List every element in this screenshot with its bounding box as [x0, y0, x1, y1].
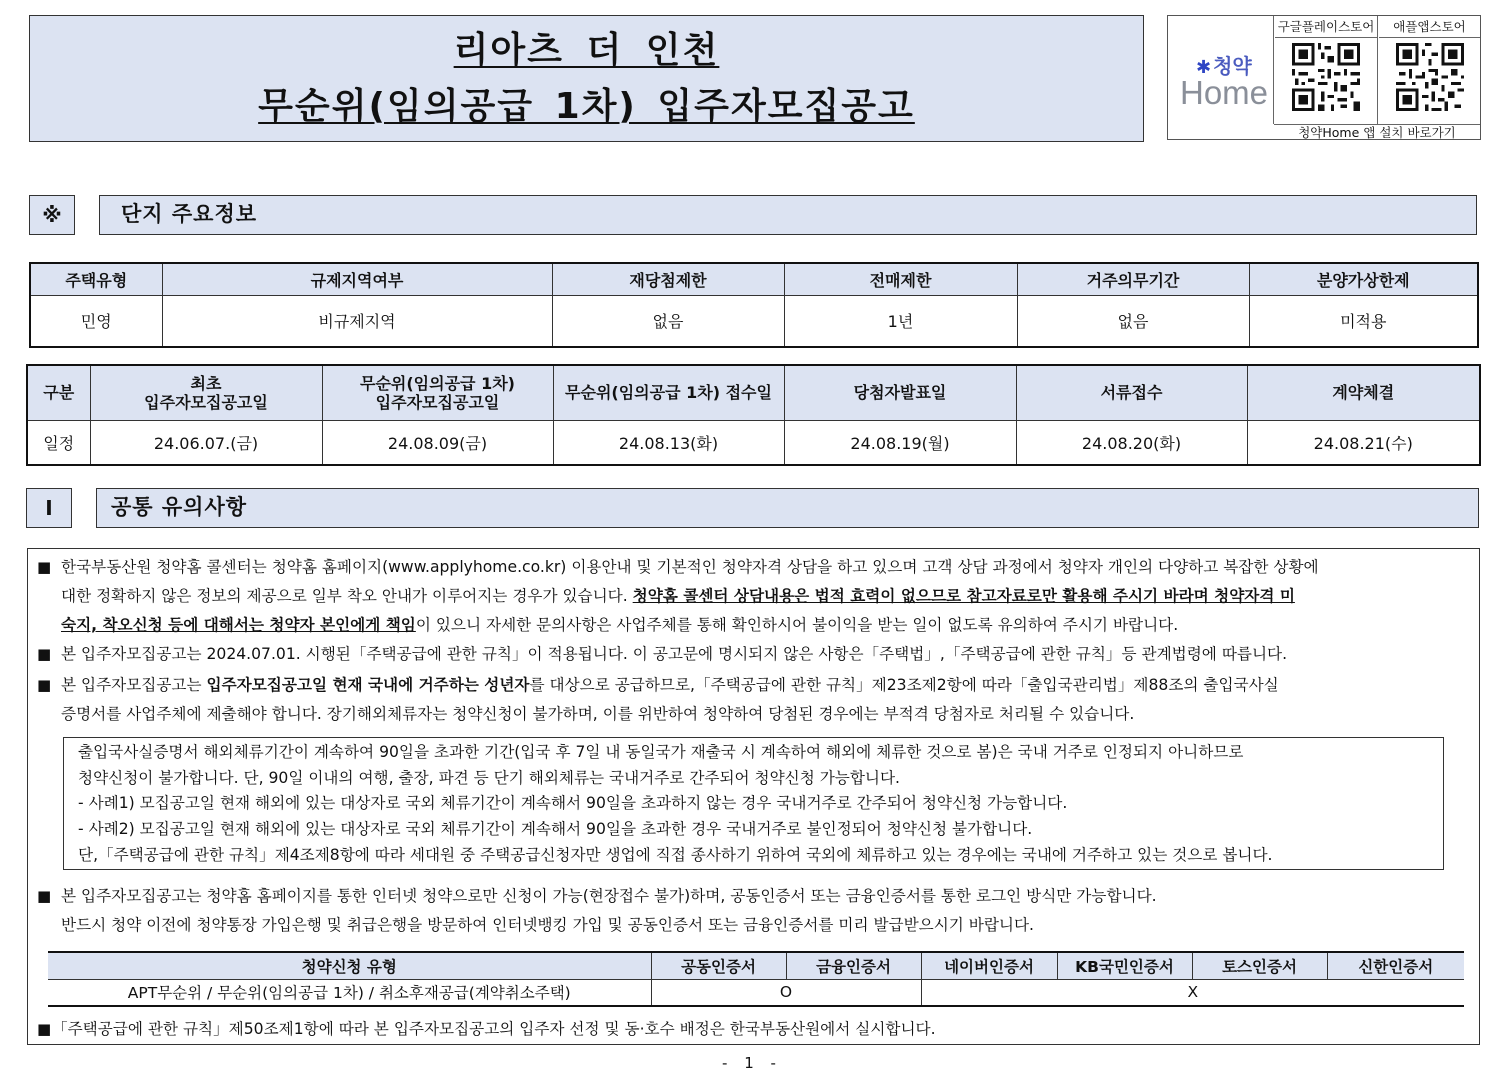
bullet-icon: ■: [37, 558, 52, 576]
header-kb-cert: KB국민인증서: [1057, 952, 1192, 979]
notice-line: 「주택공급에 관한 규칙」제50조제1항에 따라 본 입주자모집공고의 입주자 선정 및 동·호수 배정은 한국부동산원에서 실시합니다.: [52, 1020, 936, 1038]
header-joint-cert: 공동인증서: [651, 952, 786, 979]
table-header-row: [30, 263, 1478, 295]
bullet-icon: ■: [37, 1020, 52, 1038]
notice-line: 증명서를 사업주체에 제출해야 합니다. 장기해외체류자는 청약신청이 불가하며, 이를 위반하여 청약하여 당첨된 경우에는 부적격 당첨자로 처리될 수 있습니다.: [61, 705, 1135, 723]
complex-info-table: [29, 262, 1479, 348]
header-document-submission: 서류접수: [1016, 365, 1247, 420]
star-icon: ✱: [1196, 57, 1212, 78]
cell-application-type: APT무순위 / 무순위(임의공급 1차) / 취소후재공급(계약취소주택): [48, 979, 651, 1006]
section-title-common: 공통 유의사항: [96, 488, 1479, 528]
header-first-notice-date: 최초 입주자모집공고일: [90, 365, 322, 420]
logo-text-home: Home: [1180, 74, 1269, 111]
notice-emphasis: 청약홈 콜센터 상담내용은 법적 효력이 없으므로 참고자료로만 활용해 주시기 바라며 청약자격 미: [632, 587, 1295, 605]
table-header-row: [27, 365, 1480, 420]
cell-application-date: 24.08.13(화): [553, 420, 784, 465]
table-row: [48, 979, 1464, 1006]
bullet-icon: ■: [37, 645, 52, 663]
title-complex-name: 리아츠 더 인천: [453, 29, 720, 71]
cell-price-cap: 미적용: [1249, 295, 1478, 347]
cell-winner-announcement: 24.08.19(월): [784, 420, 1016, 465]
schedule-table: [26, 364, 1481, 466]
cell-regulated-area: 비규제지역: [162, 295, 552, 347]
notice-line: 대한 정확하지 않은 정보의 제공으로 일부 착오 안내가 이루어지는 경우가 있습니다.: [61, 587, 633, 605]
header-regulated-area: 규제지역여부: [162, 263, 552, 295]
header-residence-period: 거주의무기간: [1017, 263, 1249, 295]
certificate-table: [48, 951, 1464, 1007]
cell-document-submission: 24.08.20(화): [1016, 420, 1247, 465]
overseas-stay-box: [63, 737, 1444, 870]
page-number: - 1 -: [722, 1054, 782, 1072]
box-line: 단,「주택공급에 관한 규칙」제4조제8항에 따라 세대원 중 주택공급신청자만 생업에 직접 종사하기 위하여 국외에 체류하고 있는 경우에는 국내에 거주하고 있는 것으로 봅니다.: [78, 845, 1273, 864]
cell-schedule-label: 일정: [27, 420, 90, 465]
cell-residence-period: 없음: [1017, 295, 1249, 347]
header-rewin-limit: 재당첨제한: [552, 263, 784, 295]
section-mark-common: I: [26, 488, 72, 528]
google-play-store[interactable]: [1275, 16, 1378, 124]
header-housing-type: 주택유형: [30, 263, 162, 295]
header-price-cap: 분양가상한제: [1249, 263, 1478, 295]
cell-housing-type: 민영: [30, 295, 162, 347]
bullet-icon: ■: [37, 887, 52, 905]
header-random-notice-date: 무순위(임의공급 1차) 입주자모집공고일: [322, 365, 553, 420]
header-shinhan-cert: 신한인증서: [1327, 952, 1464, 979]
cell-allowed-mark: O: [651, 979, 921, 1006]
logo-text-top: 청약: [1213, 54, 1252, 78]
notice-body: [27, 548, 1480, 1045]
header-finance-cert: 금융인증서: [786, 952, 921, 979]
notice-line: 본 입주자모집공고는: [61, 676, 207, 694]
table-row: [27, 420, 1480, 465]
notice-line: 이 있으니 자세한 문의사항은 사업주체를 통해 확인하시어 불이익을 받는 일이 없도록 유의하여 주시기 바랍니다.: [415, 616, 1179, 634]
header-category: 구분: [27, 365, 90, 420]
header-winner-announcement: 당첨자발표일: [784, 365, 1016, 420]
cell-contract: 24.08.21(수): [1247, 420, 1480, 465]
app-install-badge[interactable]: [1167, 15, 1481, 140]
header-toss-cert: 토스인증서: [1192, 952, 1327, 979]
apple-store-qr-code-icon[interactable]: [1396, 43, 1464, 111]
notice-emphasis: 숙지, 착오신청 등에 대해서는 청약자 본인에게 책임: [61, 616, 416, 634]
header-application-date: 무순위(임의공급 1차) 접수일: [553, 365, 784, 420]
header-resale-limit: 전매제한: [784, 263, 1017, 295]
box-line: 청약신청이 불가합니다. 단, 90일 이내의 여행, 출장, 파견 등 단기 해외체류는 국내거주로 간주되어 청약신청 가능합니다.: [78, 768, 901, 787]
google-play-qr-code-icon[interactable]: [1292, 43, 1360, 111]
box-line: - 사례1) 모집공고일 현재 해외에 있는 대상자로 국외 체류기간이 계속해서 90일을 초과하지 않는 경우 국내거주로 간주되어 청약신청 가능합니다.: [78, 794, 1068, 813]
title-box: [29, 15, 1144, 142]
header-contract: 계약체결: [1247, 365, 1480, 420]
box-line: - 사례2) 모집공고일 현재 해외에 있는 대상자로 국외 체류기간이 계속해서 90일을 초과한 경우 국내거주로 불인정되어 청약신청 불가합니다.: [78, 820, 1033, 839]
notice-line: 본 입주자모집공고는 청약홈 홈페이지를 통한 인터넷 청약으로만 신청이 가능(현장접수 불가)하며, 공동인증서 또는 금융인증서를 통한 로그인 방식만 가능합니다.: [61, 887, 1157, 905]
notice-emphasis: 입주자모집공고일 현재 국내에 거주하는 성년자: [206, 676, 530, 694]
applyhome-logo: [1168, 16, 1274, 124]
apple-app-store[interactable]: [1379, 16, 1480, 124]
cell-resale-limit: 1년: [784, 295, 1017, 347]
notice-line: 반드시 청약 이전에 청약통장 가입은행 및 취급은행을 방문하여 인터넷뱅킹 가입 및 공동인증서 또는 금융인증서를 미리 발급받으시기 바랍니다.: [61, 916, 1035, 934]
cell-first-notice-date: 24.06.07.(금): [90, 420, 322, 465]
notice-line: 한국부동산원 청약홈 콜센터는 청약홈 홈페이지(www.applyhome.co.kr) 이용안내 및 기본적인 청약자격 상담을 하고 있으며 고객 상담 과정에서 청약자 개인의 다양하고 복잡한 상황에: [61, 558, 1319, 576]
title-notice-name: 무순위(임의공급 1차) 입주자모집공고: [258, 85, 915, 127]
section-title-main-info: 단지 주요정보: [99, 195, 1477, 235]
header-naver-cert: 네이버인증서: [921, 952, 1057, 979]
section-mark-main-info: ※: [29, 195, 75, 235]
box-line: 출입국사실증명서 해외체류기간이 계속하여 90일을 초과한 기간(입국 후 7일 내 동일국가 재출국 시 계속하여 해외에 체류한 것으로 봄)은 국내 거주로 인정되지 아니하므로: [78, 743, 1244, 761]
google-play-label: 구글플레이스토어: [1275, 16, 1377, 38]
cell-denied-mark: X: [921, 979, 1464, 1006]
notice-line: 본 입주자모집공고는 2024.07.01. 시행된「주택공급에 관한 규칙」이 적용됩니다. 이 공고문에 명시되지 않은 사항은「주택법」,「주택공급에 관한 규칙」등 관계법령에 따릅니다.: [61, 645, 1288, 663]
header-application-type: 청약신청 유형: [48, 952, 651, 979]
bullet-icon: ■: [37, 676, 52, 694]
app-install-link[interactable]: 청약Home 앱 설치 바로가기: [1274, 124, 1480, 140]
table-row: [30, 295, 1478, 347]
apple-store-label: 애플앱스토어: [1379, 16, 1480, 38]
cell-random-notice-date: 24.08.09(금): [322, 420, 553, 465]
table-header-row: [48, 952, 1464, 979]
cell-rewin-limit: 없음: [552, 295, 784, 347]
notice-line: 를 대상으로 공급하므로,「주택공급에 관한 규칙」제23조제2항에 따라「출입국관리법」제88조의 출입국사실: [529, 676, 1279, 694]
